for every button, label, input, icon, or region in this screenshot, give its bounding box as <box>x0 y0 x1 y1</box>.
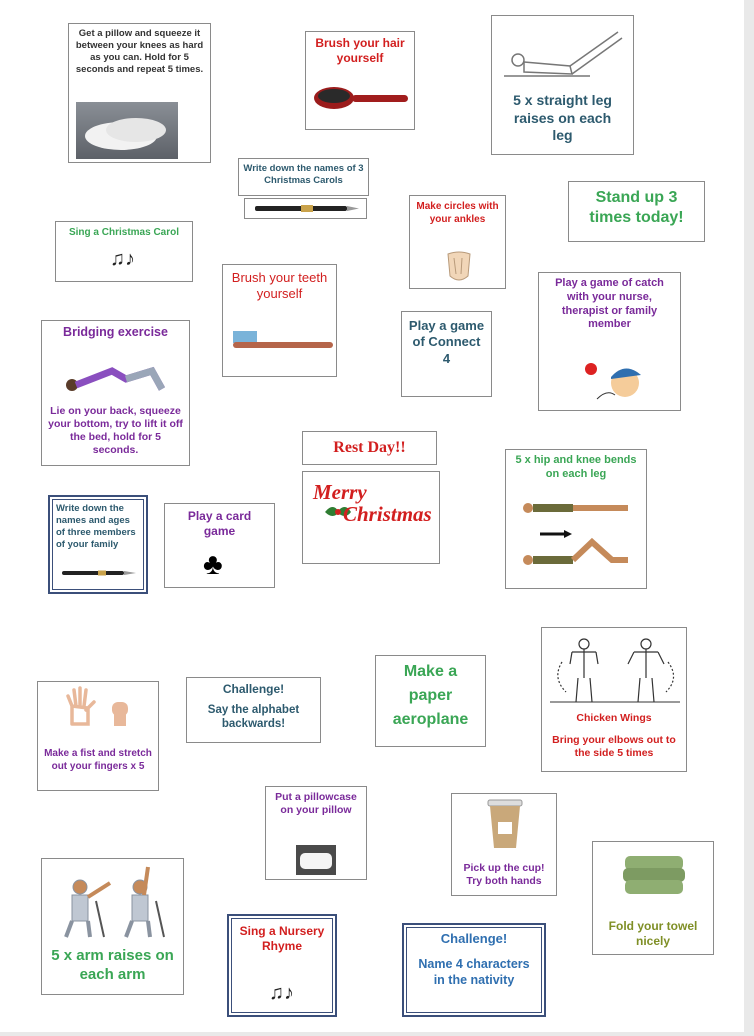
card-text: Bring your elbows out to the side 5 times <box>552 734 676 760</box>
challenge-label: Challenge! <box>440 931 508 946</box>
card-chicken-wings <box>541 627 687 772</box>
card-catch <box>538 272 681 411</box>
toothbrush-icon <box>229 327 333 353</box>
card-text: Play a game of Connect 4 <box>408 318 485 366</box>
chicken-wings-figures <box>548 634 682 704</box>
pillowcase-photo <box>296 845 336 875</box>
card-sing-carol <box>55 221 193 282</box>
label-a: A <box>100 907 108 918</box>
card-nursery-rhyme <box>227 914 337 1017</box>
cup-icon <box>486 798 524 850</box>
pillow-photo <box>76 102 178 159</box>
card-text: Write down the names and ages of three members of your family <box>56 503 136 550</box>
card-text: Sing a Nursery Rhyme <box>239 924 325 953</box>
hip-knee-figures <box>520 494 634 574</box>
card-connect-4 <box>401 311 492 397</box>
card-text: Make a fist and stretch out your fingers x 5 <box>44 748 152 772</box>
card-ankle-circles <box>409 195 506 289</box>
card-text: 5 x arm raises on each arm <box>51 947 174 983</box>
pen-icon <box>245 199 366 218</box>
card-text: Make circles with your ankles <box>416 201 499 225</box>
card-brush-teeth <box>222 264 337 377</box>
foot-icon <box>442 250 476 284</box>
card-fist-stretch <box>37 681 159 791</box>
card-text: Brush your teeth yourself <box>231 270 328 302</box>
hairbrush-icon <box>312 84 410 114</box>
card-family-names <box>48 495 148 594</box>
christmas-text: Christmas <box>343 502 432 526</box>
card-brush-hair <box>305 31 415 130</box>
card-text: Sing a Christmas Carol <box>68 227 180 238</box>
music-notes-icon: ♫♪ <box>269 982 294 1004</box>
card-text: Put a pillowcase on your pillow <box>275 791 357 817</box>
challenge-label: Challenge! <box>222 682 285 696</box>
card-text: Lie on your back, squeeze your bottom, try to lift it off the bed, hold for 5 seconds. <box>48 405 183 457</box>
card-title: Chicken Wings <box>576 712 652 724</box>
card-pick-up-cup <box>451 793 557 896</box>
pen-card <box>244 198 367 219</box>
card-fold-towel <box>592 841 714 955</box>
card-text: 5 x straight leg raises on each leg <box>513 92 612 143</box>
ball-boy-icon <box>583 359 643 407</box>
card-arm-raises <box>41 858 184 995</box>
card-text: Make a paper aeroplane <box>392 663 469 728</box>
card-hip-knee-bends <box>505 449 647 589</box>
card-text: Rest Day!! <box>333 439 406 456</box>
card-text: Name 4 characters in the nativity <box>418 957 530 987</box>
card-rest-day <box>302 431 437 465</box>
card-text: Pick up the cup! Try both hands <box>463 862 545 888</box>
card-merry-christmas <box>302 471 440 564</box>
card-paper-aeroplane <box>375 655 486 747</box>
leg-raise-figure <box>500 22 626 80</box>
label-b: B <box>160 907 168 918</box>
music-notes-icon: ♫♪ <box>110 248 135 270</box>
card-nativity-challenge <box>402 923 546 1017</box>
card-carol-names <box>238 158 369 196</box>
card-title: Bridging exercise <box>63 325 168 339</box>
card-bridging <box>41 320 190 466</box>
bridge-figure <box>62 349 172 393</box>
hands-icon <box>66 686 136 726</box>
club-suit-icon: ♣ <box>203 548 223 581</box>
card-pillowcase <box>265 786 367 880</box>
card-text: Fold your towel nicely <box>608 919 698 948</box>
merry-text: Merry <box>313 480 367 504</box>
card-straight-leg-raises <box>491 15 634 155</box>
card-card-game <box>164 503 275 588</box>
card-alphabet-challenge <box>186 677 321 743</box>
towel-icon <box>621 850 687 900</box>
card-text: Write down the names of 3 Christmas Carols <box>243 163 364 186</box>
card-pillow-squeeze <box>68 23 211 163</box>
card-text: 5 x hip and knee bends on each leg <box>515 454 637 480</box>
pen-icon <box>60 569 140 577</box>
card-text: Play a card game <box>187 509 252 538</box>
card-text: Play a game of catch with your nurse, therapist or family member <box>555 277 664 331</box>
card-text: Brush your hair yourself <box>315 36 405 65</box>
card-text: Get a pillow and squeeze it between your knees as hard as you can. Hold for 5 seconds and repeat 5 times. <box>75 28 204 75</box>
card-stand-up <box>568 181 705 242</box>
arm-raise-figures <box>52 865 176 941</box>
card-text: Say the alphabet backwards! <box>207 704 300 731</box>
card-text: Stand up 3 times today! <box>589 189 684 226</box>
